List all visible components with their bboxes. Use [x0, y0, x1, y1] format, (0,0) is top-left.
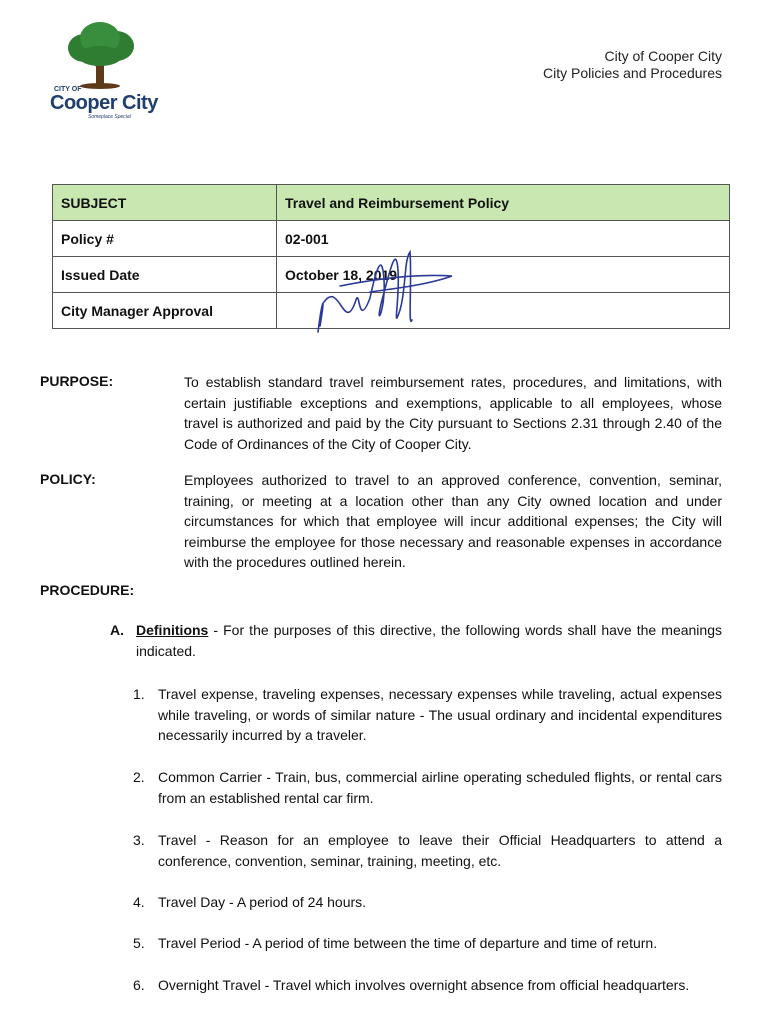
procedure-label: PROCEDURE:: [40, 582, 135, 598]
definition-item: [133, 892, 722, 913]
definition-item: [133, 933, 722, 954]
purpose-label: PURPOSE:: [40, 373, 114, 389]
definition-text: Common Carrier - Train, bus, commercial airline operating scheduled flights, or rental cars from an established rental car firm.: [158, 769, 722, 806]
definition-number: 4.: [133, 894, 145, 910]
definition-number: 6.: [133, 977, 145, 993]
section-a-title: Definitions: [136, 622, 209, 638]
policy-label: POLICY:: [40, 471, 96, 487]
table-row-policy-number: [53, 221, 730, 257]
section-a-text: - For the purposes of this directive, the following words shall have the meanings indicated.: [136, 622, 722, 659]
definition-number: 3.: [133, 832, 145, 848]
table-row-issued-date: [53, 257, 730, 293]
definition-item: [133, 767, 722, 808]
definition-text: Travel expense, traveling expenses, necessary expenses while traveling, actual expenses while traveling, or words of similar nature - The usual ordinary and incidental expenditures necessarily incurred by a traveler.: [158, 686, 722, 743]
policy-text: Employees authorized to travel to an approved conference, convention, seminar, training, or meeting at a location other than any City owned location and under circumstances for which that employee will incur additional expenses; the City will reimburse the employee for those necessary and reasonable expenses in accordance with the procedures outlined herein.: [184, 472, 722, 570]
policy-info-table: [52, 184, 730, 329]
logo-name: Cooper City: [50, 92, 158, 114]
definition-text: Travel - Reason for an employee to leave their Official Headquarters to attend a conference, convention, seminar, training, meeting, etc.: [158, 832, 722, 869]
header-city: City of Cooper City: [604, 48, 722, 64]
definition-item: [133, 975, 722, 996]
section-a-letter: A.: [110, 622, 124, 638]
section-a-definitions: [110, 620, 722, 661]
logo-city-of: CITY OF: [54, 86, 82, 93]
definition-item: [133, 830, 722, 871]
purpose-text: To establish standard travel reimbursement rates, procedures, and limitations, with certain justifiable exceptions and exemptions, applicable to all employees, whose travel is authorized and paid by the City pursuant to Sections 2.31 through 2.40 of the Code of Ordinances of the City of Cooper City.: [184, 374, 722, 452]
definition-item: [133, 684, 722, 746]
table-row-subject: [53, 185, 730, 221]
definition-text: Travel Period - A period of time between the time of departure and time of return.: [158, 935, 658, 951]
definition-number: 5.: [133, 935, 145, 951]
definition-text: Travel Day - A period of 24 hours.: [158, 894, 367, 910]
issued-date-label: Issued Date: [53, 257, 277, 293]
document-header: [543, 48, 722, 82]
header-subtitle: City Policies and Procedures: [543, 65, 722, 81]
approval-label: City Manager Approval: [53, 293, 277, 329]
city-logo: [44, 18, 164, 126]
subject-value: Travel and Reimbursement Policy: [277, 185, 730, 221]
approval-value: [277, 293, 730, 329]
subject-label: SUBJECT: [53, 185, 277, 221]
definition-text: Overnight Travel - Travel which involves overnight absence from official headquarters.: [158, 977, 690, 993]
policy-number-label: Policy #: [53, 221, 277, 257]
definition-number: 2.: [133, 769, 145, 785]
logo-tagline: Someplace Special: [88, 114, 131, 120]
table-row-approval: [53, 293, 730, 329]
policy-number-value: 02-001: [277, 221, 730, 257]
definition-number: 1.: [133, 686, 145, 702]
issued-date-value: October 18, 2019: [277, 257, 730, 293]
